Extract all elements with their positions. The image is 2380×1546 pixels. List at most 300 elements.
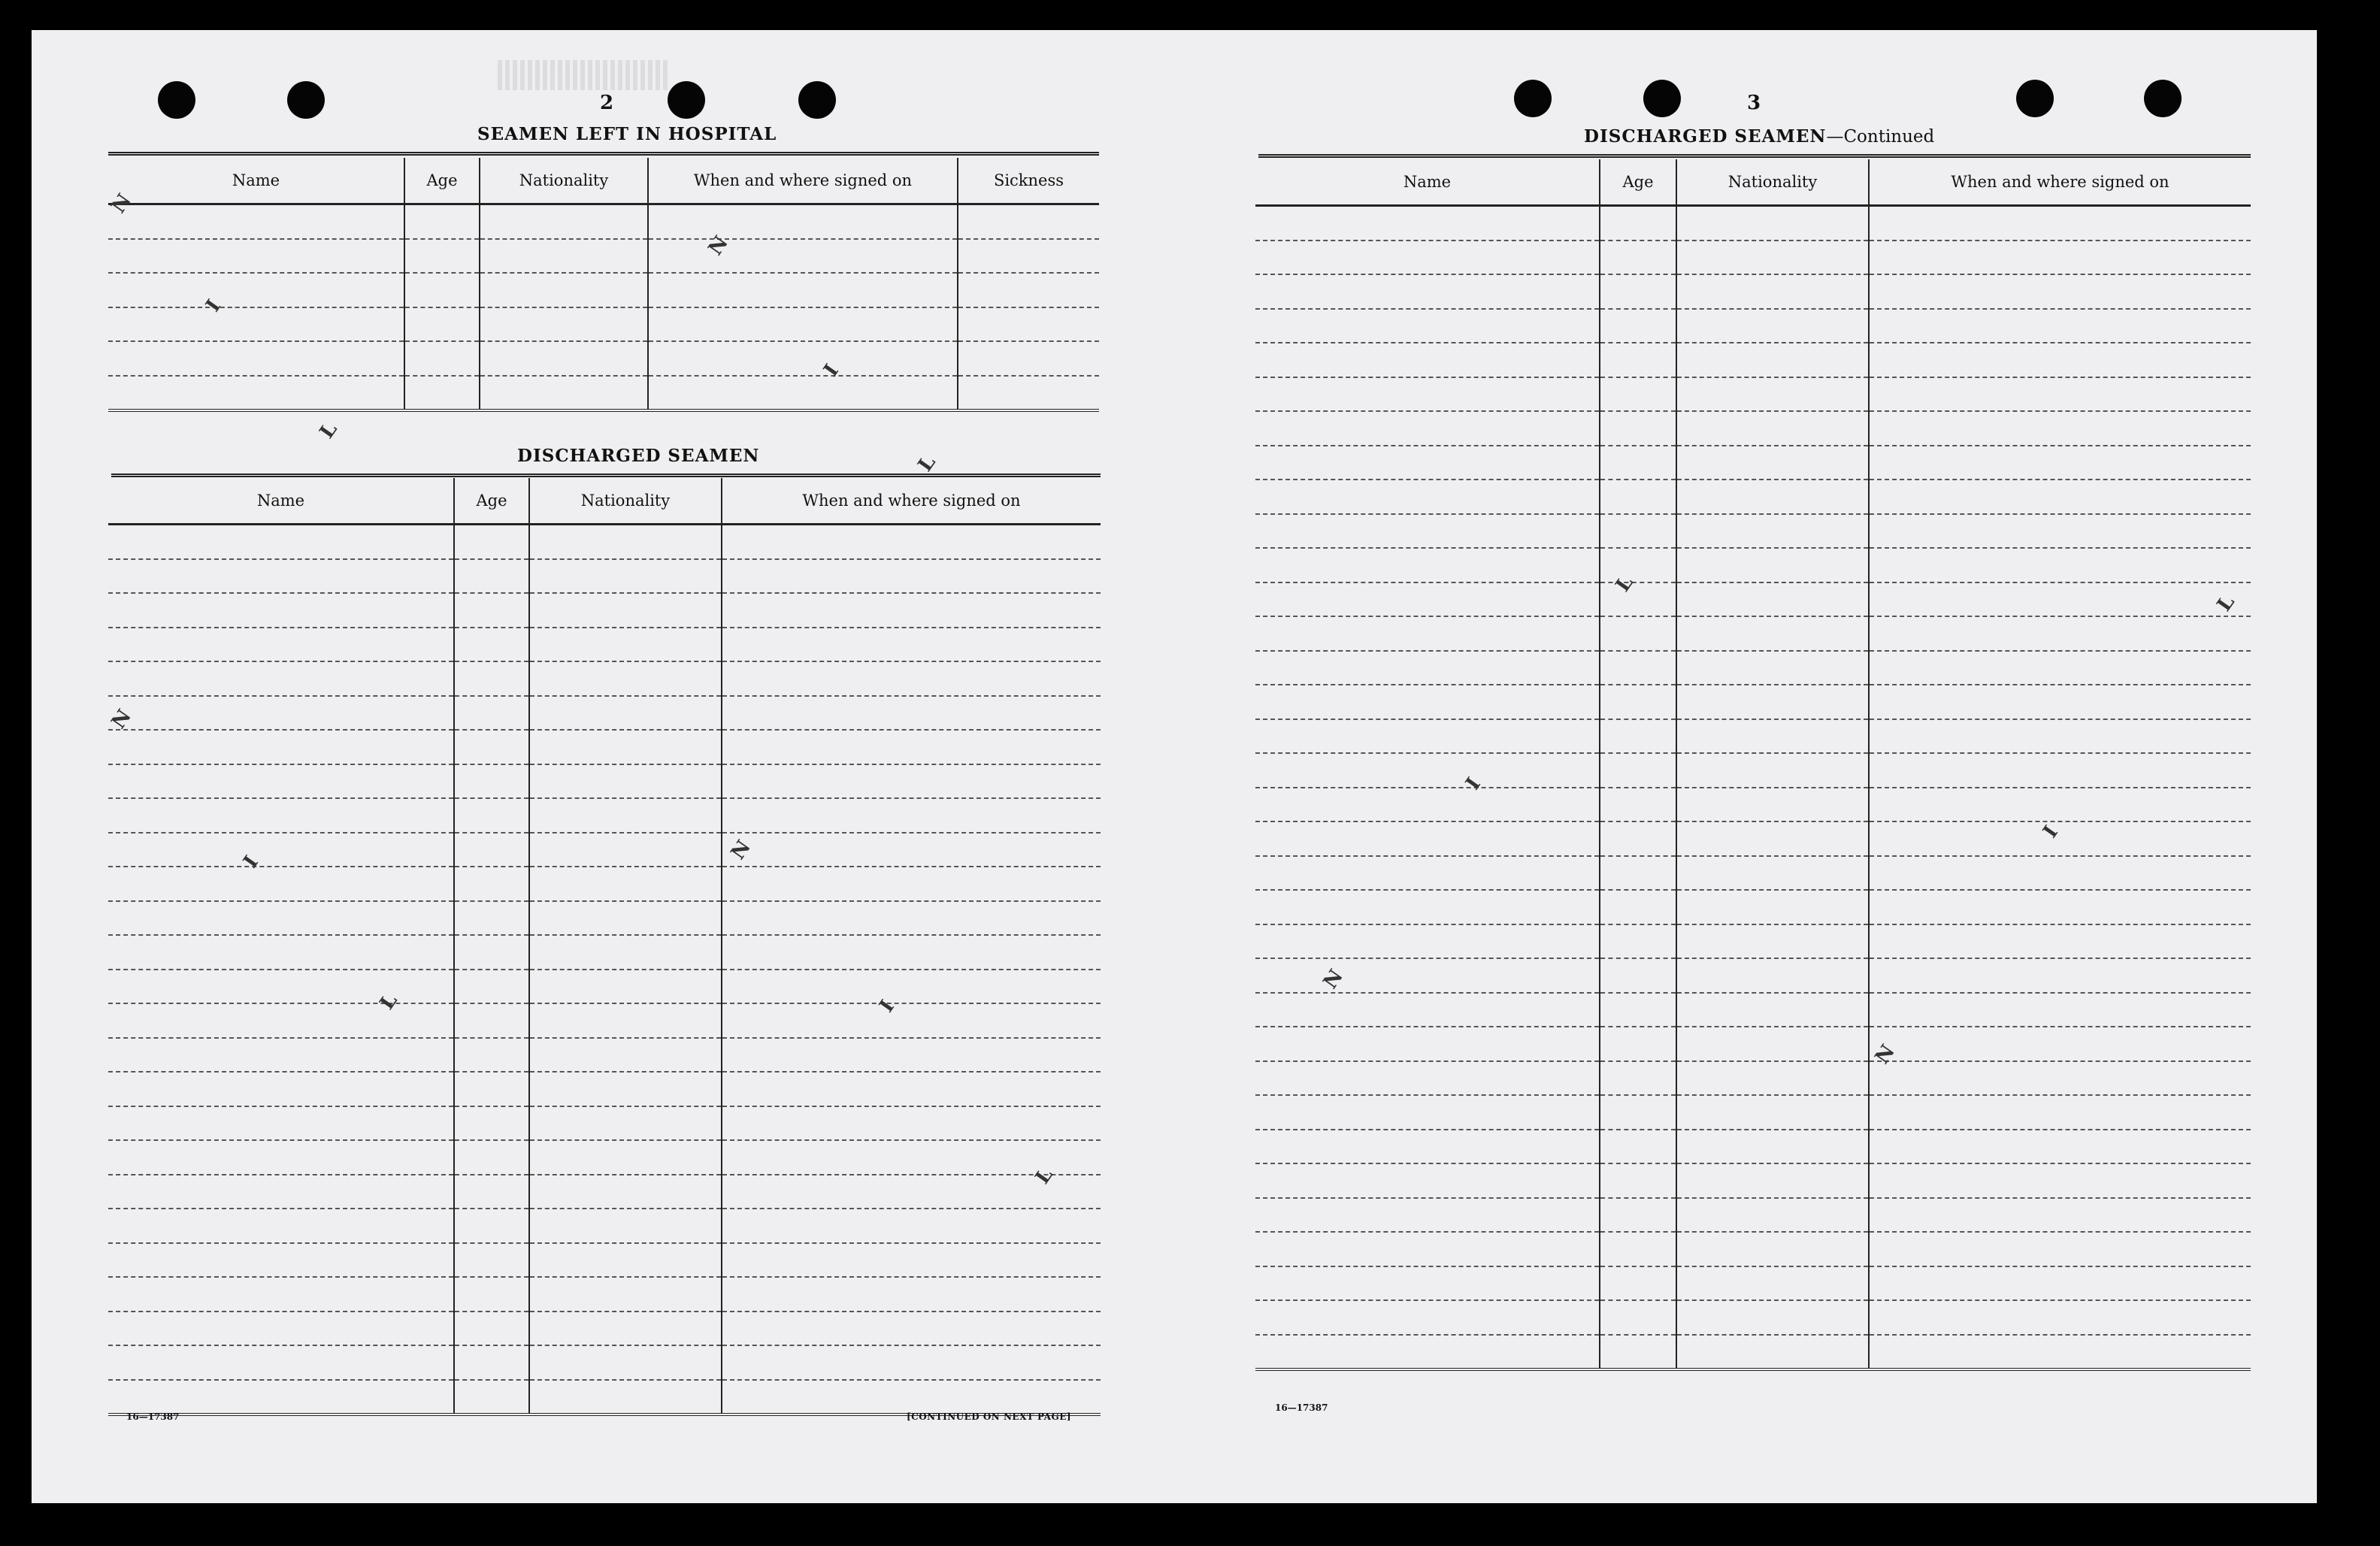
table-cell xyxy=(529,628,722,662)
table-cell xyxy=(1869,309,2251,343)
table-cell xyxy=(1676,1130,1869,1164)
table-cell xyxy=(958,307,1099,342)
column-header-name: Name xyxy=(1255,159,1600,206)
table-cell xyxy=(1255,411,1600,446)
discharged-continued-title xyxy=(1584,126,1934,147)
table-cell xyxy=(1255,582,1600,617)
table-cell xyxy=(529,867,722,901)
table-cell xyxy=(454,1175,529,1209)
table-cell xyxy=(108,1140,454,1175)
hospital-section-title: SEAMEN LEFT IN HOSPITAL xyxy=(477,124,777,144)
table-cell xyxy=(1869,958,2251,993)
table-cell xyxy=(529,970,722,1004)
table-cell xyxy=(1600,788,1676,822)
table-cell xyxy=(108,901,454,936)
table-cell xyxy=(454,833,529,867)
table-cell xyxy=(1600,1130,1676,1164)
table-row xyxy=(108,935,1101,970)
table-cell xyxy=(1600,206,1676,241)
table-row xyxy=(1255,1232,2251,1266)
table-cell xyxy=(108,341,404,376)
table-cell xyxy=(1255,1300,1600,1335)
table-cell xyxy=(1869,411,2251,446)
table-cell xyxy=(529,1003,722,1038)
table-cell xyxy=(722,1345,1101,1380)
table-cell xyxy=(648,273,958,307)
table-cell xyxy=(1676,582,1869,617)
table-cell xyxy=(1869,685,2251,719)
table-cell xyxy=(108,239,404,274)
table-cell xyxy=(1600,753,1676,788)
table-cell xyxy=(454,1277,529,1312)
table-cell xyxy=(1869,343,2251,377)
table-cell xyxy=(1869,1027,2251,1061)
stamp-mark: N xyxy=(107,705,136,734)
table-cell xyxy=(1676,309,1869,343)
form-number-left: 16—17387 xyxy=(126,1411,180,1422)
table-cell xyxy=(1676,1061,1869,1096)
stamp-mark: L xyxy=(375,989,402,1015)
table-cell xyxy=(529,1312,722,1346)
table-cell xyxy=(1600,1095,1676,1130)
table-cell xyxy=(648,307,958,342)
table-cell xyxy=(722,1209,1101,1243)
table-cell xyxy=(1255,480,1600,514)
table-cell xyxy=(1600,274,1676,309)
table-cell xyxy=(1255,1335,1600,1370)
table-cell xyxy=(1676,719,1869,754)
table-cell xyxy=(108,628,454,662)
table-cell xyxy=(1255,1027,1600,1061)
table-cell xyxy=(1869,651,2251,685)
discharged-table-right xyxy=(1255,159,2251,1371)
table-cell xyxy=(108,833,454,867)
table-cell xyxy=(108,1312,454,1346)
table-row xyxy=(108,593,1101,628)
table-cell xyxy=(1676,753,1869,788)
table-cell xyxy=(1869,993,2251,1027)
table-cell xyxy=(480,341,648,376)
stamp-mark: N xyxy=(1870,1040,1900,1069)
table-cell xyxy=(1255,993,1600,1027)
table-cell xyxy=(1255,890,1600,924)
table-cell xyxy=(108,730,454,764)
table-cell xyxy=(1676,958,1869,993)
table-cell xyxy=(1676,1027,1869,1061)
table-cell xyxy=(1600,1335,1676,1370)
continued-note: [CONTINUED ON NEXT PAGE] xyxy=(907,1411,1072,1422)
table-row xyxy=(1255,480,2251,514)
table-row xyxy=(1255,309,2251,343)
table-row xyxy=(1255,1198,2251,1233)
table-cell xyxy=(404,273,480,307)
table-cell xyxy=(722,1312,1101,1346)
table-cell xyxy=(529,661,722,696)
table-cell xyxy=(722,798,1101,833)
table-cell xyxy=(1869,274,2251,309)
table-cell xyxy=(1676,890,1869,924)
table-cell xyxy=(1869,446,2251,480)
table-row xyxy=(1255,446,2251,480)
table-cell xyxy=(1600,719,1676,754)
right-top-rule xyxy=(1258,154,2251,158)
table-row xyxy=(108,1380,1101,1415)
table-cell xyxy=(529,1380,722,1415)
punch-hole xyxy=(2016,80,2054,117)
table-cell xyxy=(958,273,1099,307)
table-cell xyxy=(648,239,958,274)
table-cell xyxy=(454,1380,529,1415)
table-cell xyxy=(722,525,1101,559)
table-cell xyxy=(1255,274,1600,309)
table-cell xyxy=(108,1277,454,1312)
table-cell xyxy=(454,1140,529,1175)
table-row xyxy=(108,1175,1101,1209)
discharged-continued-title-text: DISCHARGED SEAMEN xyxy=(1584,126,1827,147)
table-row xyxy=(1255,548,2251,582)
table-cell xyxy=(1676,924,1869,959)
table-cell xyxy=(648,376,958,411)
table-cell xyxy=(1255,377,1600,412)
table-cell xyxy=(108,559,454,594)
table-cell xyxy=(454,730,529,764)
table-cell xyxy=(1600,480,1676,514)
column-header-age: Age xyxy=(1600,159,1676,206)
table-cell xyxy=(722,970,1101,1004)
table-cell xyxy=(1676,446,1869,480)
table-cell xyxy=(108,1175,454,1209)
punch-hole xyxy=(668,81,705,119)
column-header-signed-on: When and where signed on xyxy=(648,158,958,204)
table-row xyxy=(108,901,1101,936)
table-cell xyxy=(1255,856,1600,891)
table-cell xyxy=(108,525,454,559)
table-cell xyxy=(480,273,648,307)
table-cell xyxy=(1676,1300,1869,1335)
table-cell xyxy=(529,901,722,936)
table-row xyxy=(1255,274,2251,309)
table-cell xyxy=(1676,1335,1869,1370)
table-cell xyxy=(108,1345,454,1380)
table-cell xyxy=(1869,548,2251,582)
table-cell xyxy=(1676,821,1869,856)
page-number-left: 2 xyxy=(600,92,614,114)
table-cell xyxy=(1676,343,1869,377)
table-cell xyxy=(1255,1198,1600,1233)
table-cell xyxy=(480,204,648,239)
table-cell xyxy=(1869,719,2251,754)
table-cell xyxy=(1676,548,1869,582)
table-cell xyxy=(1255,343,1600,377)
table-cell xyxy=(108,798,454,833)
table-cell xyxy=(1869,377,2251,412)
column-header-signed-on: When and where signed on xyxy=(722,478,1101,525)
table-row xyxy=(1255,1027,2251,1061)
table-cell xyxy=(1255,548,1600,582)
table-cell xyxy=(454,1106,529,1141)
table-cell xyxy=(1255,206,1600,241)
table-cell xyxy=(1676,377,1869,412)
table-row xyxy=(1255,377,2251,412)
table-cell xyxy=(1600,446,1676,480)
stamp-mark: N xyxy=(107,189,136,218)
punch-hole xyxy=(287,81,325,119)
table-cell xyxy=(529,525,722,559)
table-cell xyxy=(1869,1095,2251,1130)
table-row xyxy=(1255,514,2251,549)
table-cell xyxy=(108,376,404,411)
table-cell xyxy=(1600,1232,1676,1266)
table-cell xyxy=(1600,309,1676,343)
table-cell xyxy=(1869,480,2251,514)
stamp-mark: I xyxy=(1461,773,1485,794)
table-cell xyxy=(1869,582,2251,617)
table-cell xyxy=(1255,685,1600,719)
table-row xyxy=(108,1312,1101,1346)
table-row xyxy=(1255,1130,2251,1164)
table-cell xyxy=(108,1243,454,1278)
table-cell xyxy=(1255,924,1600,959)
table-row xyxy=(108,1277,1101,1312)
table-cell xyxy=(454,1243,529,1278)
table-cell xyxy=(722,559,1101,594)
table-cell xyxy=(454,935,529,970)
table-cell xyxy=(454,628,529,662)
table-cell xyxy=(108,1038,454,1073)
table-cell xyxy=(1600,411,1676,446)
table-cell xyxy=(1676,1266,1869,1301)
table-row xyxy=(108,970,1101,1004)
table-row xyxy=(108,1038,1101,1073)
table-cell xyxy=(1869,1163,2251,1198)
table-row xyxy=(1255,1266,2251,1301)
table-cell xyxy=(1869,1335,2251,1370)
table-cell xyxy=(529,1209,722,1243)
stamp-mark: I xyxy=(819,360,843,381)
table-row xyxy=(108,1345,1101,1380)
table-cell xyxy=(722,696,1101,731)
table-cell xyxy=(1255,446,1600,480)
table-cell xyxy=(108,764,454,799)
table-cell xyxy=(480,307,648,342)
hospital-top-rule xyxy=(108,152,1099,156)
table-cell xyxy=(958,204,1099,239)
table-cell xyxy=(1255,1061,1600,1096)
table-row xyxy=(108,1243,1101,1278)
table-row xyxy=(1255,719,2251,754)
table-cell xyxy=(722,730,1101,764)
table-cell xyxy=(529,833,722,867)
table-cell xyxy=(454,1003,529,1038)
table-cell xyxy=(722,628,1101,662)
table-cell xyxy=(1869,924,2251,959)
table-cell xyxy=(480,376,648,411)
table-cell xyxy=(529,1106,722,1141)
column-header-sickness: Sickness xyxy=(958,158,1099,204)
table-row xyxy=(108,764,1101,799)
table-row xyxy=(108,1209,1101,1243)
table-cell xyxy=(454,764,529,799)
table-row xyxy=(108,1003,1101,1038)
table-row xyxy=(108,273,1099,307)
table-cell xyxy=(529,1277,722,1312)
table-cell xyxy=(1869,1198,2251,1233)
table-cell xyxy=(404,307,480,342)
table-cell xyxy=(1869,1061,2251,1096)
punch-hole xyxy=(158,81,195,119)
table-cell xyxy=(454,593,529,628)
table-cell xyxy=(1600,1027,1676,1061)
table-cell xyxy=(1255,719,1600,754)
table-cell xyxy=(1676,274,1869,309)
table-cell xyxy=(1869,788,2251,822)
table-row xyxy=(1255,753,2251,788)
table-cell xyxy=(454,661,529,696)
table-cell xyxy=(1600,548,1676,582)
page-number-right: 3 xyxy=(1747,92,1761,114)
table-cell xyxy=(454,559,529,594)
table-row xyxy=(108,730,1101,764)
table-cell xyxy=(1869,1130,2251,1164)
table-cell xyxy=(108,661,454,696)
table-cell xyxy=(722,1277,1101,1312)
table-cell xyxy=(1600,377,1676,412)
table-cell xyxy=(1869,206,2251,241)
table-cell xyxy=(722,661,1101,696)
table-cell xyxy=(529,1140,722,1175)
table-cell xyxy=(1255,514,1600,549)
table-row xyxy=(1255,241,2251,275)
table-cell xyxy=(108,867,454,901)
stamp-mark: L xyxy=(913,451,940,477)
table-cell xyxy=(454,525,529,559)
table-row xyxy=(1255,582,2251,617)
table-cell xyxy=(722,1106,1101,1141)
table-row xyxy=(1255,993,2251,1027)
table-cell xyxy=(529,935,722,970)
column-header-nationality: Nationality xyxy=(1676,159,1869,206)
table-cell xyxy=(1255,651,1600,685)
table-cell xyxy=(1600,993,1676,1027)
stamp-mark: N xyxy=(726,836,755,864)
column-header-name: Name xyxy=(108,158,404,204)
table-cell xyxy=(1676,788,1869,822)
table-cell xyxy=(722,1072,1101,1106)
table-cell xyxy=(108,1209,454,1243)
table-cell xyxy=(1255,788,1600,822)
table-cell xyxy=(1600,1061,1676,1096)
table-cell xyxy=(454,1209,529,1243)
table-cell xyxy=(1676,411,1869,446)
table-row xyxy=(1255,616,2251,651)
table-cell xyxy=(1600,1163,1676,1198)
table-cell xyxy=(722,593,1101,628)
table-row xyxy=(1255,856,2251,891)
stamp-mark: N xyxy=(1319,965,1348,994)
table-row xyxy=(1255,1163,2251,1198)
hospital-rows xyxy=(108,204,1099,411)
table-row xyxy=(1255,651,2251,685)
table-cell xyxy=(1255,241,1600,275)
table-cell xyxy=(1676,651,1869,685)
table-cell xyxy=(108,1380,454,1415)
punch-hole xyxy=(1514,80,1552,117)
table-cell xyxy=(1676,480,1869,514)
discharged-table-left xyxy=(108,478,1101,1416)
table-cell xyxy=(1869,241,2251,275)
column-header-age: Age xyxy=(404,158,480,204)
table-cell xyxy=(1869,1300,2251,1335)
table-cell xyxy=(1600,685,1676,719)
table-cell xyxy=(404,341,480,376)
table-cell xyxy=(722,901,1101,936)
discharged-rows-right xyxy=(1255,206,2251,1370)
table-row xyxy=(1255,206,2251,241)
table-cell xyxy=(108,1072,454,1106)
table-row xyxy=(1255,1335,2251,1370)
table-cell xyxy=(454,970,529,1004)
table-cell xyxy=(529,593,722,628)
table-cell xyxy=(529,1038,722,1073)
table-cell xyxy=(1600,890,1676,924)
table-cell xyxy=(1600,924,1676,959)
table-cell xyxy=(1255,958,1600,993)
table-cell xyxy=(480,239,648,274)
stamp-mark: L xyxy=(315,418,342,443)
table-cell xyxy=(722,764,1101,799)
table-cell xyxy=(529,730,722,764)
table-cell xyxy=(1255,1130,1600,1164)
column-header-nationality: Nationality xyxy=(529,478,722,525)
table-cell xyxy=(722,867,1101,901)
table-cell xyxy=(1676,241,1869,275)
table-row xyxy=(108,204,1099,239)
table-row xyxy=(108,559,1101,594)
table-cell xyxy=(529,764,722,799)
table-row xyxy=(108,307,1099,342)
table-row xyxy=(108,628,1101,662)
table-row xyxy=(1255,343,2251,377)
table-cell xyxy=(529,1243,722,1278)
smudge-mark xyxy=(498,60,671,90)
punch-hole xyxy=(1643,80,1681,117)
table-cell xyxy=(454,1072,529,1106)
table-cell xyxy=(529,1345,722,1380)
table-row xyxy=(108,376,1099,411)
table-cell xyxy=(1869,616,2251,651)
table-cell xyxy=(648,204,958,239)
table-cell xyxy=(454,798,529,833)
column-header-signed-on: When and where signed on xyxy=(1869,159,2251,206)
table-cell xyxy=(1255,821,1600,856)
table-row xyxy=(108,1106,1101,1141)
table-cell xyxy=(722,1003,1101,1038)
table-cell xyxy=(1600,821,1676,856)
continued-suffix: —Continued xyxy=(1826,127,1935,147)
table-cell xyxy=(958,239,1099,274)
table-cell xyxy=(648,341,958,376)
table-cell xyxy=(1600,616,1676,651)
table-cell xyxy=(1600,1266,1676,1301)
table-cell xyxy=(1869,753,2251,788)
column-header-name: Name xyxy=(108,478,454,525)
form-number-right: 16—17387 xyxy=(1275,1402,1328,1413)
table-cell xyxy=(1676,206,1869,241)
stamp-mark: L xyxy=(1611,571,1638,597)
table-row xyxy=(1255,1095,2251,1130)
table-cell xyxy=(454,1312,529,1346)
table-cell xyxy=(1255,1266,1600,1301)
